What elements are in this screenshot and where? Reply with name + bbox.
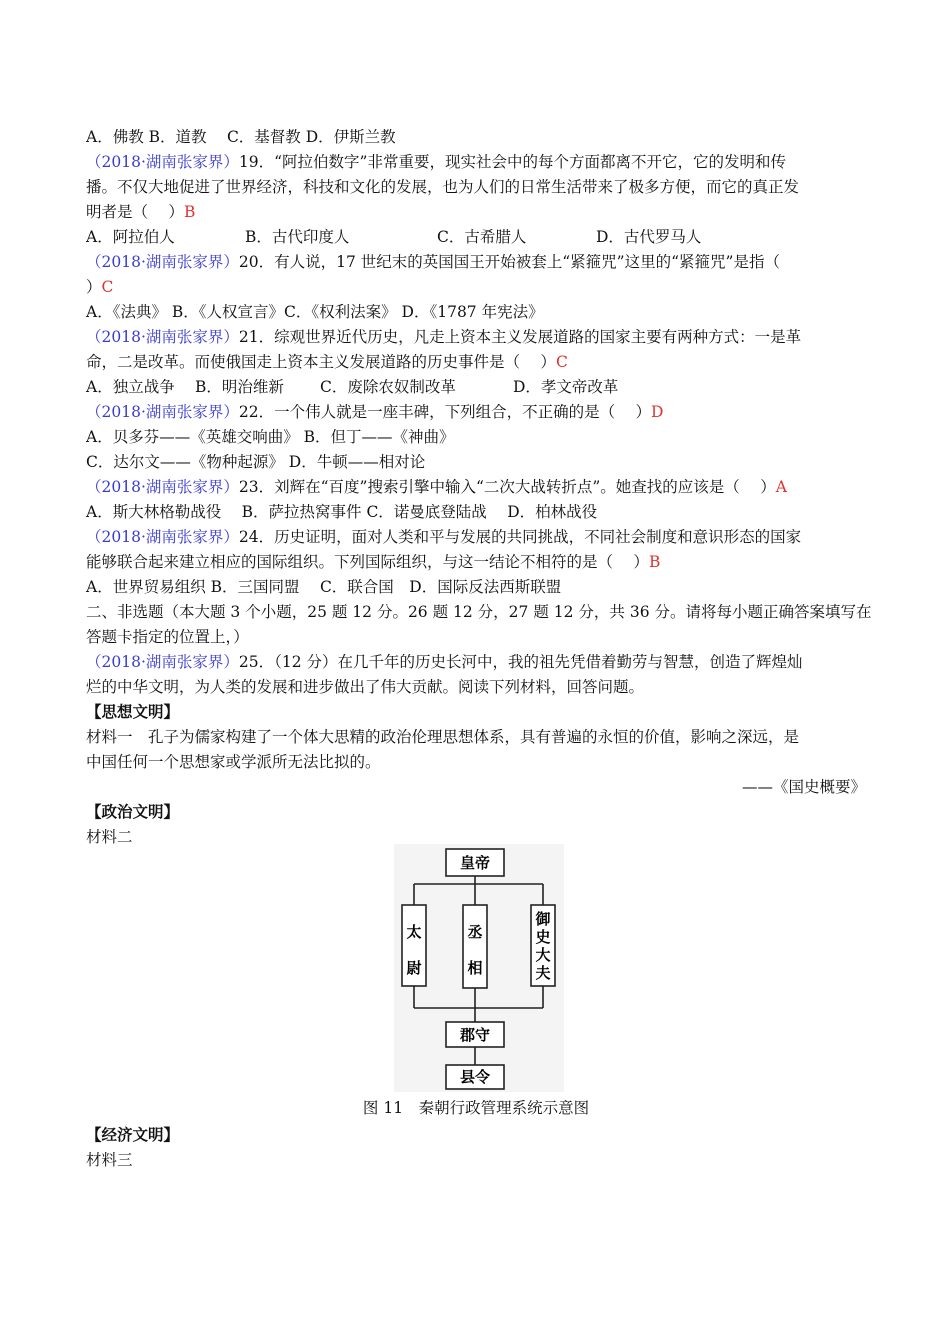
q24-options: A．世界贸易组织 B．三国同盟 C．联合国 D．国际反法西斯联盟 [86,578,562,596]
q22-answer: D [651,403,664,421]
q22-line-1 [86,402,866,422]
q20-line-1 [86,252,866,272]
chengxiang-label-2: 相 [467,959,483,977]
q23-options: A．斯大林格勒战役 B．萨拉热窝事件 C．诺曼底登陆战 D．柏林战役 [86,503,598,521]
q19-line-3 [86,202,866,222]
q20-options: A．《法典》 B．《人权宣言》C．《权利法案》 D．《1787 年宪法》 [86,303,544,321]
q19-option-d: D．古代罗马人 [596,228,702,246]
chengxiang-label-1: 丞 [467,923,483,941]
q19-option-a: A．阿拉伯人 [86,228,175,246]
yushi-label-2: 史 [535,928,551,946]
heading-thought: 【思想文明】 [86,702,180,721]
q22-text-1: 22．一个伟人就是一座丰碑，下列组合，不正确的是（ ） [238,403,652,421]
yushi-label-1: 御 [535,910,551,928]
q24-answer: B [648,553,661,571]
taiwei-label-1: 太 [406,923,422,941]
q18-options: A．佛教 B．道教 C．基督教 D．伊斯兰教 [86,128,396,146]
q19-text-3: 明者是（ ） [86,203,184,221]
q25-line-2: 烂的中华文明，为人类的发展和进步做出了伟大贡献。阅读下列材料，回答问题。 [86,678,645,696]
q19-option-c: C．古希腊人 [437,228,527,246]
q20-source: （2018·湖南张家界） [86,253,239,271]
q23-answer: A [775,478,787,496]
xianling-label: 县令 [459,1068,491,1086]
emperor-label: 皇帝 [459,854,491,872]
q21-line-1 [86,327,866,347]
q23-source: （2018·湖南张家界） [86,478,239,496]
q21-source: （2018·湖南张家界） [86,328,239,346]
material1-line-2: 中国任何一个思想家或学派所无法比拟的。 [86,753,381,771]
q22-source: （2018·湖南张家界） [86,403,239,421]
q25-source: （2018·湖南张家界） [86,653,239,671]
q20-text-1: 20．有人说，17 世纪末的英国国王开始被套上“紧箍咒”这里的“紧箍咒”是指（ [238,253,780,271]
material1-line-1: 材料一 孔子为儒家构建了一个体大思精的政治伦理思想体系，具有普遍的永恒的价值，影响之深远，是 [86,728,800,746]
q23-text-1: 23．刘辉在“百度”搜索引擎中输入“二次大战转折点”。她查找的应该是（ ） [238,478,776,496]
q24-source: （2018·湖南张家界） [86,528,239,546]
q19-options [86,227,866,247]
heading-politics: 【政治文明】 [86,802,180,821]
q19-option-b: B．古代印度人 [245,228,350,246]
material1-source: ——《国史概要》 [741,778,866,796]
q23-line-1 [86,477,866,497]
material2-label: 材料二 [86,828,133,846]
qin-administration-diagram [394,844,564,1092]
q19-answer: B [183,203,196,221]
material3-label: 材料三 [86,1151,133,1169]
yushi-label-3: 大 [535,946,551,964]
yushi-label-4: 夫 [535,964,551,982]
heading-economy: 【经济文明】 [86,1125,180,1144]
taiwei-label-2: 尉 [406,959,422,977]
q25-text-1: 25．（12 分）在几千年的历史长河中，我的祖先凭借着勤劳与智慧，创造了辉煌灿 [238,653,803,671]
q19-text-1: 19．“阿拉伯数字”非常重要，现实社会中的每个方面都离不开它，它的发明和传 [238,153,786,171]
q19-source: （2018·湖南张家界） [86,153,239,171]
q21-option-a: A．独立战争 [86,378,175,396]
q19-line-2: 播。不仅大地促进了世界经济，科技和文化的发展，也为人们的日常生活带来了极多方便，而它的真正发 [86,178,800,196]
q24-line-1 [86,527,866,547]
q25-line-1 [86,652,866,672]
q21-option-d: D．孝文帝改革 [513,378,619,396]
q22-options-1: A．贝多芬——《英雄交响曲》 B．但丁——《神曲》 [86,428,455,446]
q20-answer: C [101,278,114,296]
q24-line-2 [86,552,866,572]
q21-text-2: 命，二是改革。而使俄国走上资本主义发展道路的历史事件是（ ） [86,353,556,371]
section2-instructions-1: 二、非选题（本大题 3 个小题，25 题 12 分。26 题 12 分，27 题 12 分，共 36 分。请将每小题正确答案填写在 [86,603,872,621]
section2-instructions-2: 答题卡指定的位置上，） [86,628,249,646]
q20-text-2: ） [86,278,102,296]
q20-line-2 [86,277,866,297]
junshou-label: 郡守 [459,1026,491,1044]
q21-option-b: B．明治维新 [195,378,284,396]
q21-option-c: C．废除农奴制改革 [320,378,456,396]
q24-text-2: 能够联合起来建立相应的国际组织。下列国际组织，与这一结论不相符的是（ ） [86,553,649,571]
q21-line-2 [86,352,866,372]
q24-text-1: 24．历史证明，面对人类和平与发展的共同挑战，不同社会制度和意识形态的国家 [238,528,802,546]
q21-options [86,377,866,397]
q21-text-1: 21．综观世界近代历史，凡走上资本主义发展道路的国家主要有两种方式：一是革 [238,328,802,346]
diagram-caption: 图 11 秦朝行政管理系统示意图 [362,1099,590,1117]
q19-line-1 [86,152,866,172]
q21-answer: C [555,353,568,371]
q22-options-2: C．达尔文——《物种起源》 D．牛顿——相对论 [86,453,426,471]
